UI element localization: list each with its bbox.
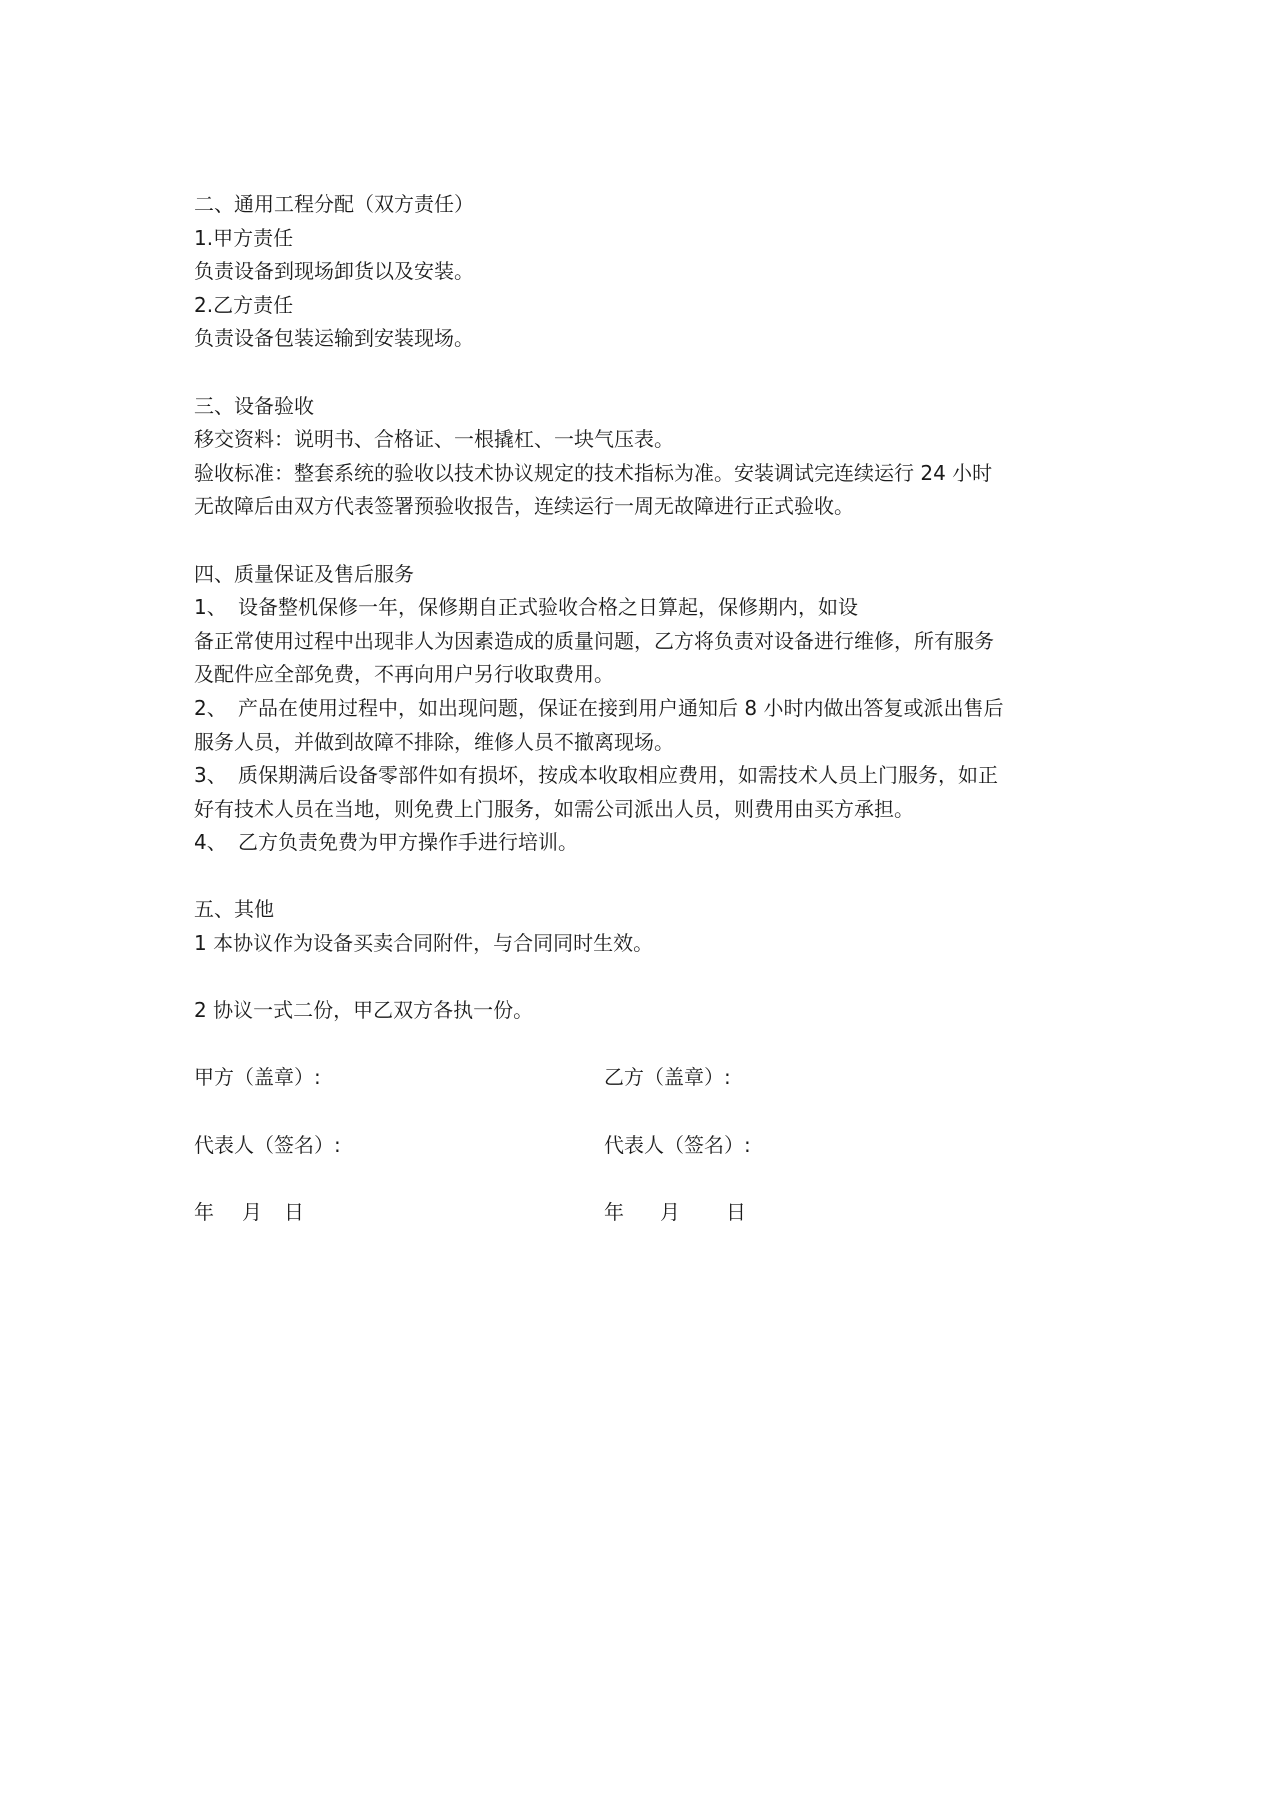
warranty-item-1-line-3: 及配件应全部免费，不再向用户另行收取费用。 (194, 662, 614, 687)
party-a-date (194, 1196, 304, 1230)
other-item-1: 1 本协议作为设备买卖合同附件，与合同同时生效。 (194, 931, 654, 956)
section-2-heading: 二、通用工程分配（双方责任） (194, 192, 474, 216)
warranty-item-number: 3、 (194, 763, 227, 788)
party-a-seal-label: 甲方（盖章）: (194, 1065, 321, 1090)
handover-materials: 移交资料：说明书、合格证、一根撬杠、一块气压表。 (194, 427, 674, 452)
warranty-item-text: 乙方负责免费为甲方操作手进行培训。 (238, 830, 578, 855)
day-label: 日 (284, 1199, 304, 1224)
party-b-date (604, 1196, 746, 1230)
other-item-2: 2 协议一式二份，甲乙双方各执一份。 (194, 998, 534, 1023)
party-b-responsibility-text: 负责设备包装运输到安装现场。 (194, 326, 474, 351)
spacer (194, 1028, 1094, 1062)
year-label: 年 (604, 1199, 624, 1224)
party-b-representative-label: 代表人（签名）: (604, 1132, 751, 1157)
party-a-responsibility-title: 1.甲方责任 (194, 225, 294, 250)
warranty-item-text: 设备整机保修一年，保修期自正式验收合格之日算起，保修期内，如设 (238, 595, 858, 620)
warranty-item-number: 4、 (194, 830, 227, 855)
warranty-item-2-line-2: 服务人员，并做到故障不排除，维修人员不撤离现场。 (194, 729, 674, 754)
spacer (194, 524, 1094, 558)
party-b-responsibility-title: 2.乙方责任 (194, 292, 294, 317)
party-b-seal-label: 乙方（盖章）: (604, 1065, 731, 1090)
month-label: 月 (242, 1199, 262, 1224)
spacer (194, 961, 1094, 995)
warranty-item-3-line-1 (194, 759, 1094, 793)
warranty-item-number: 2、 (194, 695, 227, 720)
month-label: 月 (660, 1199, 680, 1224)
warranty-item-text: 质保期满后设备零部件如有损坏，按成本收取相应费用，如需技术人员上门服务，如正 (238, 763, 998, 788)
warranty-item-2-line-1 (194, 692, 1094, 726)
acceptance-standard-line-1: 验收标准：整套系统的验收以技术协议规定的技术指标为准。安装调试完连续运行 24 小时 (194, 460, 993, 485)
section-3-heading: 三、设备验收 (194, 393, 314, 418)
day-label: 日 (726, 1199, 746, 1224)
date-row (194, 1196, 1094, 1230)
spacer (194, 860, 1094, 894)
section-4-heading: 四、质量保证及售后服务 (194, 561, 414, 586)
party-a-representative-label: 代表人（签名）: (194, 1132, 341, 1157)
warranty-item-3-line-2: 好有技术人员在当地，则免费上门服务，如需公司派出人员，则费用由买方承担。 (194, 796, 914, 821)
warranty-item-text: 产品在使用过程中，如出现问题，保证在接到用户通知后 8 小时内做出答复或派出售后 (238, 695, 1004, 720)
document-page (194, 188, 1094, 1263)
warranty-item-number: 1、 (194, 595, 227, 620)
warranty-item-1-line-1 (194, 591, 1094, 625)
year-label: 年 (194, 1199, 214, 1224)
acceptance-standard-line-2: 无故障后由双方代表签署预验收报告，连续运行一周无故障进行正式验收。 (194, 494, 854, 519)
warranty-item-1-line-2: 备正常使用过程中出现非人为因素造成的质量问题，乙方将负责对设备进行维修，所有服务 (194, 628, 994, 653)
party-a-responsibility-text: 负责设备到现场卸货以及安装。 (194, 259, 474, 284)
spacer (194, 356, 1094, 390)
warranty-item-4-line-1 (194, 826, 1094, 860)
section-5-heading: 五、其他 (194, 897, 274, 922)
seal-row (194, 1061, 1094, 1095)
representative-row (194, 1129, 1094, 1163)
